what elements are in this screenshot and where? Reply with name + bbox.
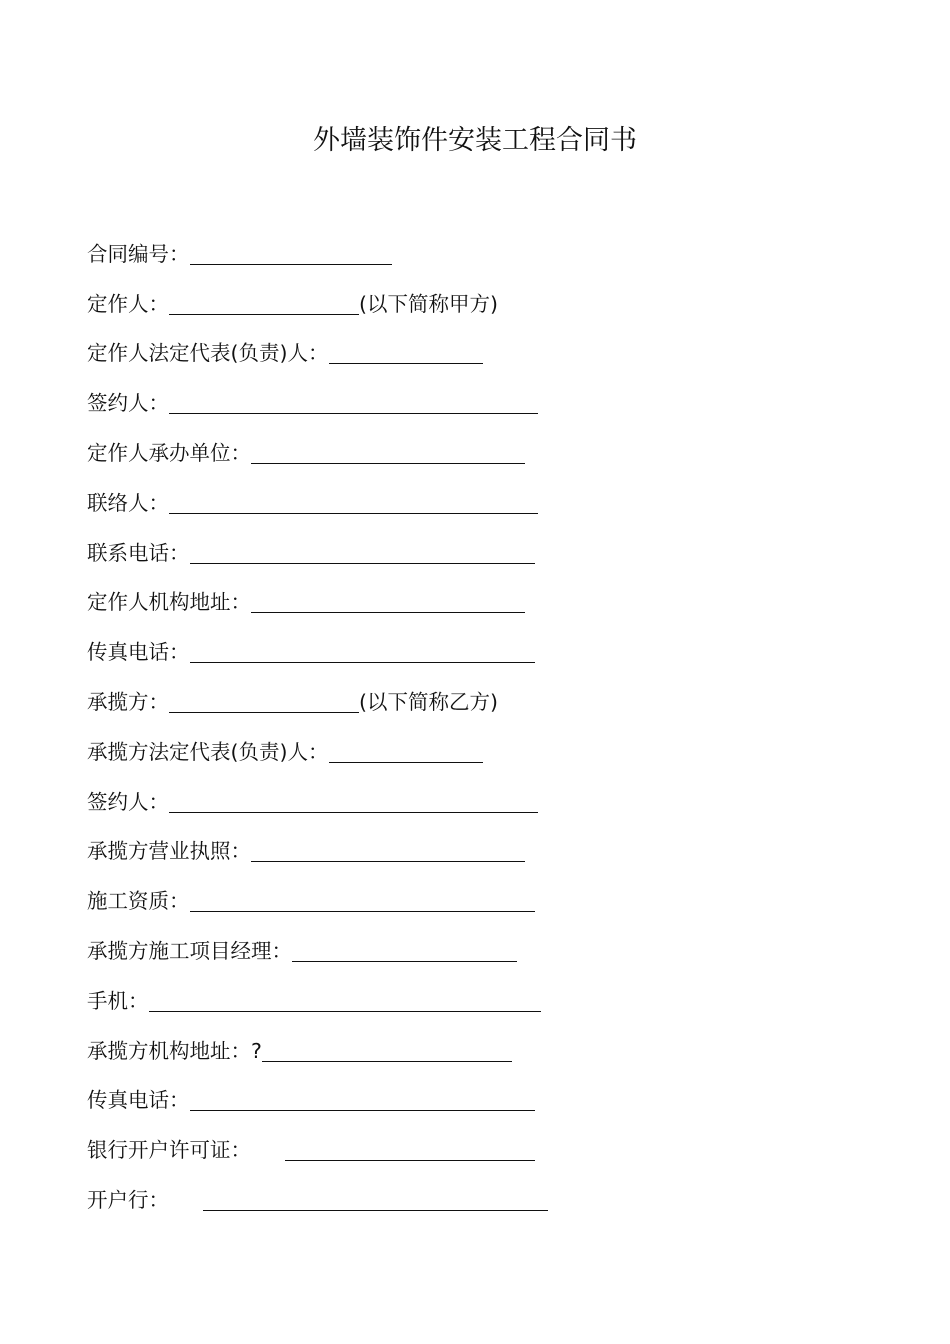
field-label: 手机：	[87, 988, 149, 1013]
fill-blank[interactable]	[292, 939, 517, 962]
fill-blank[interactable]	[190, 640, 535, 663]
field-label: 承揽方营业执照：	[87, 839, 251, 864]
field-label: 承揽方机构地址：?	[87, 1038, 262, 1063]
field-orderer-fax	[87, 618, 567, 668]
field-orderer-signer	[87, 369, 567, 419]
field-orderer-address	[87, 569, 567, 619]
field-label: 承揽方：	[87, 689, 169, 714]
field-contract-number	[87, 220, 567, 270]
field-label: 施工资质：	[87, 889, 190, 914]
fill-blank[interactable]	[329, 740, 483, 763]
fill-blank[interactable]	[169, 292, 359, 315]
fill-blank[interactable]	[149, 989, 541, 1012]
field-label: 联系电话：	[87, 540, 190, 565]
field-label: 定作人：	[87, 291, 169, 316]
field-orderer	[87, 270, 567, 320]
contract-fields	[87, 220, 567, 1216]
fill-blank[interactable]	[190, 1088, 535, 1111]
fill-blank[interactable]	[169, 391, 538, 414]
field-contractor	[87, 668, 567, 718]
field-mobile	[87, 967, 567, 1017]
document-title: 外墙装饰件安装工程合同书	[313, 125, 637, 156]
field-contractor-fax	[87, 1067, 567, 1117]
field-label: 签约人：	[87, 789, 169, 814]
field-contractor-business-license	[87, 818, 567, 868]
fill-blank[interactable]	[169, 491, 538, 514]
field-bank-account-permit	[87, 1116, 567, 1166]
field-label: 签约人：	[87, 391, 169, 416]
fill-blank[interactable]	[190, 889, 535, 912]
fill-blank[interactable]	[285, 1138, 535, 1161]
fill-blank[interactable]	[251, 441, 525, 464]
field-label: 定作人承办单位：	[87, 440, 251, 465]
fill-blank[interactable]	[262, 1039, 512, 1062]
fill-blank[interactable]	[251, 590, 525, 613]
field-label: 联络人：	[87, 490, 169, 515]
field-label: 合同编号：	[87, 241, 190, 266]
fill-blank[interactable]	[329, 341, 483, 364]
field-contractor-legal-rep	[87, 718, 567, 768]
field-contractor-project-manager	[87, 917, 567, 967]
fill-blank[interactable]	[169, 790, 538, 813]
fill-blank[interactable]	[190, 541, 535, 564]
field-suffix: (以下简称乙方)	[359, 689, 498, 714]
field-label: 开户行：	[87, 1187, 169, 1212]
field-label: 定作人机构地址：	[87, 590, 251, 615]
field-label: 定作人法定代表(负责)人：	[87, 341, 329, 366]
field-label: 传真电话：	[87, 640, 190, 665]
field-orderer-legal-rep	[87, 320, 567, 370]
fill-blank[interactable]	[203, 1188, 548, 1211]
fill-blank[interactable]	[251, 839, 525, 862]
field-suffix: (以下简称甲方)	[359, 291, 498, 316]
field-opening-bank	[87, 1166, 567, 1216]
fill-blank[interactable]	[169, 690, 359, 713]
fill-blank[interactable]	[190, 242, 392, 265]
field-label: 传真电话：	[87, 1088, 190, 1113]
field-label: 银行开户许可证：	[87, 1138, 251, 1163]
field-label: 承揽方法定代表(负责)人：	[87, 739, 329, 764]
field-label: 承揽方施工项目经理：	[87, 938, 292, 963]
field-contractor-signer	[87, 768, 567, 818]
field-contact-phone	[87, 519, 567, 569]
field-contact-person	[87, 469, 567, 519]
field-orderer-undertaking-unit	[87, 419, 567, 469]
field-contractor-address	[87, 1017, 567, 1067]
field-construction-qualification	[87, 867, 567, 917]
